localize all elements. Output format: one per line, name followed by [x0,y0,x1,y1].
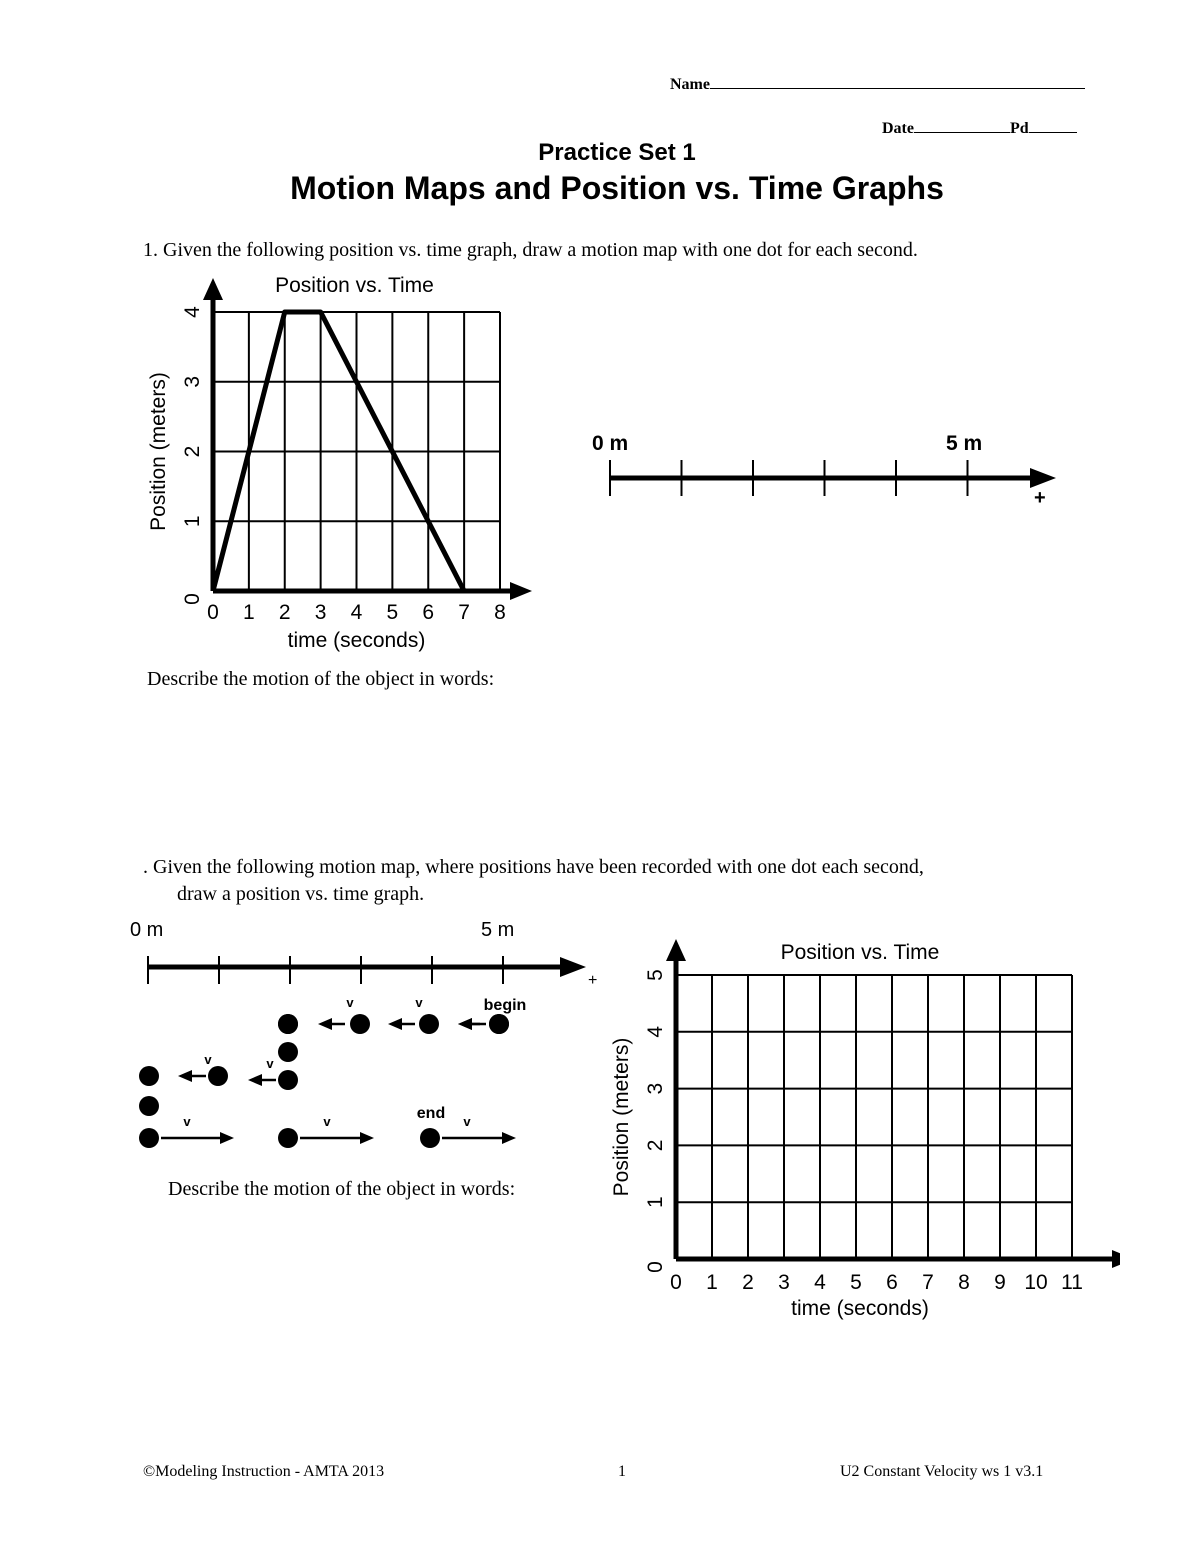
velocity-arrowhead [220,1132,234,1144]
begin-label: begin [483,997,527,1014]
pd-line[interactable] [1029,118,1077,133]
x-tick-label: 6 [422,601,435,624]
chart-title: Position vs. Time [780,941,940,964]
practice-set-title: Practice Set 1 [538,139,696,166]
x-tick-label: 4 [350,601,363,624]
footer-right: U2 Constant Velocity ws 1 v3.1 [840,1463,1044,1480]
y-tick-label: 0 [644,1261,667,1273]
q1-motion-map-scale[interactable] [580,420,1080,520]
x-tick-label: 0 [207,601,219,624]
velocity-arrowhead [248,1074,262,1086]
y-tick-label: 3 [181,375,204,388]
velocity-label: v [415,995,423,1010]
velocity-arrowhead [458,1018,472,1030]
footer-page-number: 1 [618,1463,626,1480]
x-tick-label: 10 [1024,1271,1048,1294]
q1-answer-area[interactable] [147,700,1047,840]
x-tick-label: 6 [886,1271,898,1294]
motion-dot [419,1014,439,1034]
y-tick-label: 5 [644,969,667,981]
x-tick-label: 2 [742,1271,754,1294]
x-tick-label: 9 [994,1271,1006,1294]
scale-arrow [560,957,586,977]
y-tick-label: 2 [644,1139,667,1152]
velocity-arrowhead [178,1070,192,1082]
y-tick-label: 1 [644,1196,667,1209]
q1-scale-plus: + [1034,487,1046,509]
velocity-arrowhead [388,1018,402,1030]
motion-dot [420,1128,440,1148]
q2-scale-left-label: 0 m [130,919,164,941]
velocity-arrowhead [318,1018,332,1030]
chart-title: Position vs. Time [275,274,434,297]
scale-arrow [1030,468,1056,488]
x-tick-label: 1 [706,1271,718,1294]
motion-dot [139,1128,159,1148]
date-label: Date [882,120,914,137]
date-pd-field[interactable] [882,118,1077,138]
x-tick-label: 5 [386,601,399,624]
x-tick-label: 8 [494,601,506,624]
x-tick-label: 8 [958,1271,970,1294]
y-tick-label: 2 [181,445,204,458]
velocity-label: v [463,1114,471,1129]
motion-dot [350,1014,370,1034]
name-line[interactable] [710,74,1085,89]
velocity-label: v [346,995,354,1010]
x-tick-label: 2 [278,601,291,624]
q2-scale-right-label: 5 m [481,919,515,941]
chart-position-vs-time-1 [140,268,540,658]
motion-dot [278,1070,298,1090]
q2-scale-plus: + [588,972,598,989]
q1-scale-left-label: 0 m [592,432,629,455]
x-tick-label: 1 [243,601,255,624]
motion-dot [278,1042,298,1062]
q2-motion-map [120,910,620,1160]
q2-describe-label: Describe the motion of the object in words: [168,1178,516,1200]
end-label: end [416,1105,446,1122]
x-tick-label: 7 [922,1271,934,1294]
x-tick-label: 3 [778,1271,790,1294]
motion-dot [139,1096,159,1116]
y-axis-label: Position (meters) [610,1037,633,1197]
y-tick-label: 4 [644,1025,667,1038]
q1-describe-label: Describe the motion of the object in words: [147,668,495,690]
x-axis-label: time (seconds) [791,1297,929,1320]
x-tick-label: 0 [670,1271,682,1294]
y-tick-label: 1 [181,515,204,528]
name-field[interactable] [670,74,1085,94]
motion-dot [278,1128,298,1148]
y-axis-label: Position (meters) [147,372,170,531]
pd-label: Pd [1009,120,1029,137]
y-tick-label: 3 [644,1082,667,1095]
velocity-label: v [183,1114,191,1129]
x-axis-arrow [510,582,532,600]
page-title: Motion Maps and Position vs. Time Graphs [290,170,944,206]
x-axis-label: time (seconds) [287,629,426,652]
q2-prompt-line2: draw a position vs. time graph. [177,883,425,905]
velocity-label: v [323,1114,331,1129]
y-tick-label: 0 [181,593,204,605]
motion-dot [278,1014,298,1034]
x-tick-label: 7 [458,601,470,624]
x-tick-label: 5 [850,1271,862,1294]
motion-dot [489,1014,509,1034]
x-axis-arrow [1112,1250,1120,1268]
q1-scale-right-label: 5 m [946,432,983,455]
date-line[interactable] [914,118,1010,133]
x-tick-label: 4 [814,1271,826,1294]
velocity-label: v [266,1056,274,1071]
q2-prompt-line1: . Given the following motion map, where positions have been recorded with one dot each second, [143,856,924,878]
motion-dot [208,1066,228,1086]
q1-prompt: 1. Given the following position vs. time graph, draw a motion map with one dot for each second. [143,239,918,261]
footer-left: ©Modeling Instruction - AMTA 2013 [143,1463,385,1480]
y-axis-arrow [666,939,686,961]
y-axis-arrow [203,278,223,300]
velocity-arrowhead [502,1132,516,1144]
motion-dot [139,1066,159,1086]
name-label: Name [670,76,710,93]
q2-answer-area[interactable] [147,1210,597,1370]
x-tick-label: 11 [1061,1271,1083,1294]
velocity-arrowhead [360,1132,374,1144]
y-tick-label: 4 [181,306,204,318]
velocity-label: v [204,1052,212,1067]
x-tick-label: 3 [314,601,327,624]
chart-position-vs-time-2[interactable] [610,930,1120,1330]
